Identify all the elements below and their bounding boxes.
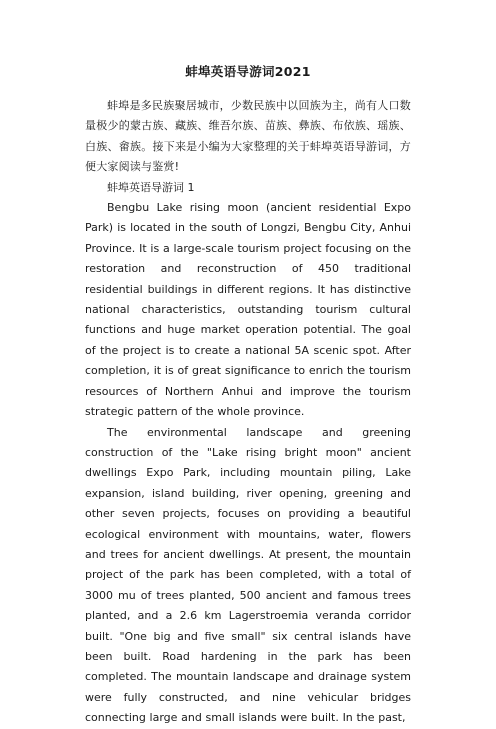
intro-paragraph: 蚌埠是多民族聚居城市，少数民族中以回族为主，尚有人口数量极少的蒙古族、藏族、维吾尔族、苗族、彝族、布依族、瑶族、白族、畲族。接下来是小编为大家整理的关于蚌埠英语导游词，方便大家阅读与鉴赏! bbox=[85, 99, 411, 174]
document-title: 蚌埠英语导游词2021 bbox=[185, 64, 311, 79]
section-heading: 蚌埠英语导游词 1 bbox=[107, 180, 195, 194]
body-paragraph-2: The environmental landscape and greening construction of the "Lake rising bright moon" ancient dwellings Expo Park, including mountain piling, Lake expansion, island building, river opening, greening and other seven projects, focuses on providing a beautiful ecological environment with mountains, water, flowers and trees for ancient dwellings. At present, the mountain project of the park has been completed, with a total of 3000 mu of trees planted, 500 ancient and famous trees planted, and a 2.6 km Lagerstroemia veranda corridor built. "One big and five small" six central islands have been built. Road hardening in the park has been completed. The mountain landscape and drainage system were fully constructed, and nine vehicular bridges connecting large and small islands were built. In the past, bbox=[85, 425, 411, 725]
body-paragraph-1: Bengbu Lake rising moon (ancient residential Expo Park) is located in the south of Longzi, Bengbu City, Anhui Province. It is a large-scale tourism project focusing on the restoration and reconstruction of 450 traditional residential buildings in different regions. It has distinctive national characteristics, outstanding tourism cultural functions and huge market operation potential. The goal of the project is to create a national 5A scenic spot. After completion, it is of great significance to enrich the tourism resources of Northern Anhui and improve the tourism strategic pattern of the whole province. bbox=[85, 201, 411, 419]
